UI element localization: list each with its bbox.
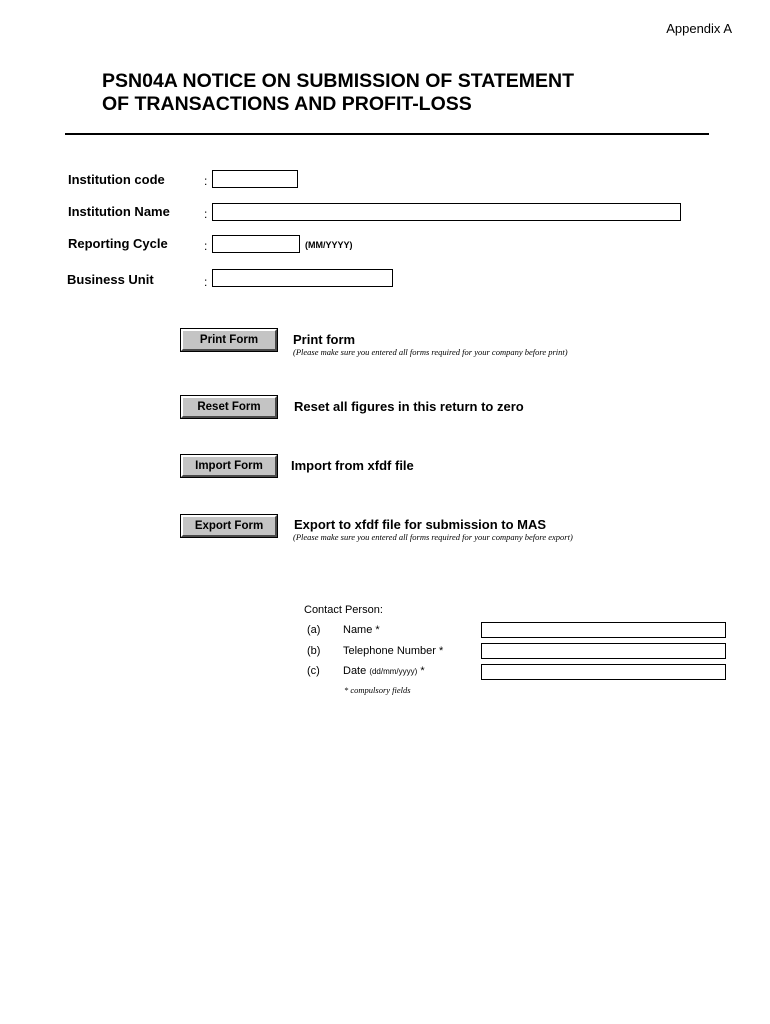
import-form-button[interactable]: Import Form — [181, 455, 277, 477]
contact-date-input[interactable] — [481, 664, 726, 680]
title-line-2: OF TRANSACTIONS AND PROFIT-LOSS — [102, 93, 472, 115]
institution-code-colon: : — [204, 174, 208, 188]
contact-phone-input[interactable] — [481, 643, 726, 659]
reporting-cycle-colon: : — [204, 239, 208, 253]
business-unit-label: Business Unit — [67, 272, 154, 287]
print-form-note: (Please make sure you entered all forms required for your company before print) — [293, 347, 568, 357]
export-form-button[interactable]: Export Form — [181, 515, 277, 537]
contact-date-required: * — [420, 665, 425, 677]
contact-date-label: Date — [343, 665, 367, 677]
business-unit-input[interactable] — [212, 269, 393, 287]
print-form-button[interactable]: Print Form — [181, 329, 277, 351]
institution-name-colon: : — [204, 207, 208, 221]
contact-date-marker: (c) — [307, 665, 320, 677]
print-form-description: Print form — [293, 332, 356, 347]
export-form-description: Export to xfdf file for submission to MAS — [294, 517, 547, 532]
compulsory-footnote: * compulsory fields — [344, 685, 411, 695]
contact-date-format: (dd/mm/yyyy) — [369, 667, 418, 676]
contact-name-input[interactable] — [481, 622, 726, 638]
business-unit-colon: : — [204, 275, 208, 289]
contact-date-label-wrap — [343, 665, 425, 677]
reset-form-button[interactable]: Reset Form — [181, 396, 277, 418]
institution-code-label: Institution code — [68, 172, 165, 187]
contact-name-label: Name * — [343, 624, 380, 636]
title-line-1: PSN04A NOTICE ON SUBMISSION OF STATEMENT — [102, 70, 575, 92]
appendix-label: Appendix A — [666, 21, 732, 36]
institution-code-input[interactable] — [212, 170, 298, 188]
reset-form-description: Reset all figures in this return to zero — [294, 399, 524, 414]
institution-name-label: Institution Name — [68, 204, 170, 219]
reporting-cycle-input[interactable] — [212, 235, 300, 253]
reporting-cycle-label: Reporting Cycle — [68, 236, 168, 251]
page-title — [102, 70, 574, 116]
contact-phone-label: Telephone Number * — [343, 645, 444, 657]
reporting-cycle-hint: (MM/YYYY) — [305, 240, 353, 250]
contact-phone-marker: (b) — [307, 645, 321, 657]
contact-name-marker: (a) — [307, 624, 321, 636]
import-form-description: Import from xfdf file — [291, 458, 414, 473]
export-form-note: (Please make sure you entered all forms required for your company before export) — [293, 532, 573, 542]
contact-person-heading: Contact Person: — [304, 604, 383, 616]
institution-name-input[interactable] — [212, 203, 681, 221]
title-divider — [65, 133, 709, 135]
